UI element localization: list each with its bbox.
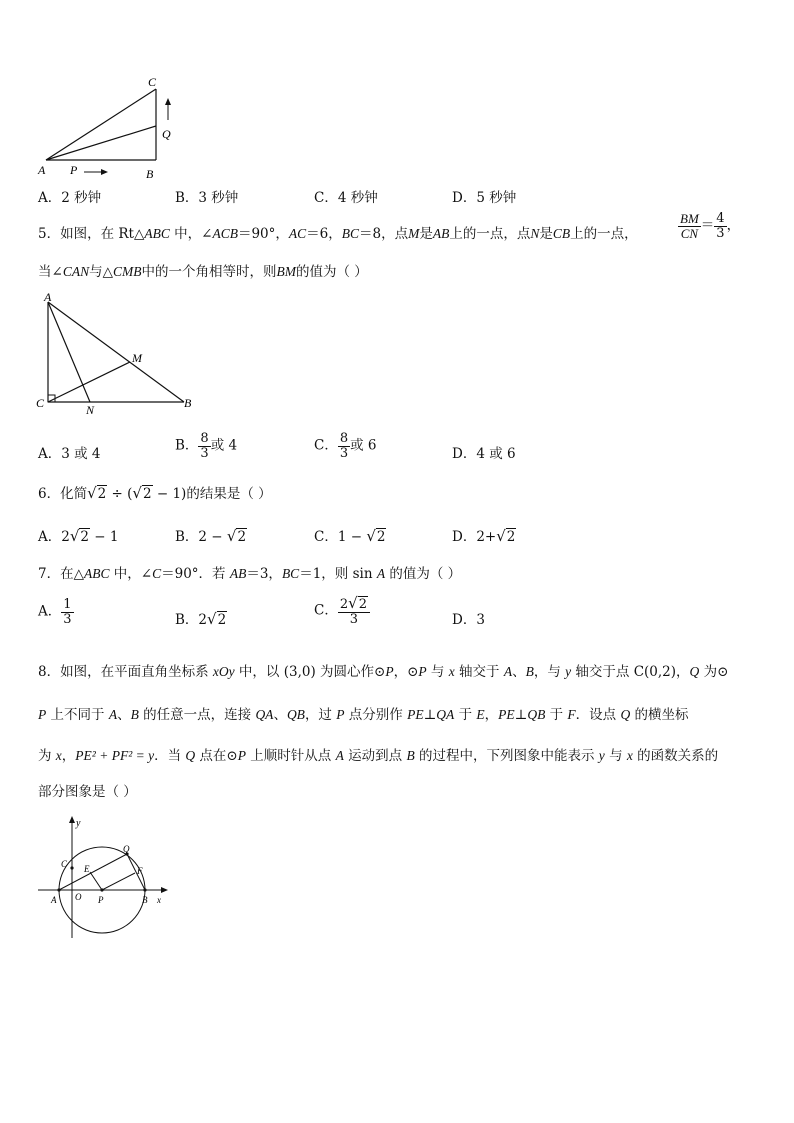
q8-label-Q: Q <box>123 844 130 854</box>
q6-option-c[interactable]: C．1 − √2 <box>314 527 386 545</box>
q5-frac-bm-cn: $\frac{BM}{CN}$ <box>680 211 699 241</box>
q5-label-M: M <box>132 351 142 365</box>
q8-figure <box>34 812 174 942</box>
q4-label-Q: Q <box>162 127 171 141</box>
q4-option-a[interactable]: A．2 秒钟 <box>38 190 102 206</box>
q8-label-C: C <box>61 859 68 869</box>
q5-option-a[interactable]: A．3 或 4 <box>38 446 101 462</box>
q4-figure <box>30 72 190 182</box>
q7-option-d[interactable]: D．3 <box>452 612 485 628</box>
q5-label-B: B <box>184 396 192 410</box>
q5-stem-line2: 当∠CAN与△CMB中的一个角相等时，则BM的值为（ ） <box>38 264 368 280</box>
q5-label-N: N <box>86 403 95 417</box>
q7-stem: 7．在△ABC 中，∠C＝90°．若 AB＝3，BC＝1，则 sin A 的值为（ ） <box>38 566 462 582</box>
q8-stem-line1: 8．如图，在平面直角坐标系 xOy 中，以 (3,0) 为圆心作⊙P，⊙P 与 x 轴交于 A、B，与 y 轴交于点 C(0,2)，Q 为⊙ <box>38 664 729 680</box>
q8-label-E: E <box>84 864 90 874</box>
q5-ratio: $\frac{BM}{CN}$ ＝ $\frac{4}{3}$ ， <box>680 211 741 241</box>
q4-option-c[interactable]: C．4 秒钟 <box>314 190 378 206</box>
q7-option-b[interactable]: B．2√2 <box>175 610 227 628</box>
q7-option-a[interactable]: A． $\frac{1}{3}$ <box>38 597 72 627</box>
q5-label-A: A <box>44 292 52 304</box>
q4-label-A: A <box>38 163 46 177</box>
q5-frac-4-3: $\frac{4}{3}$ <box>716 211 725 241</box>
q4-label-C: C <box>148 75 157 89</box>
q4-option-d[interactable]: D．5 秒钟 <box>452 190 517 206</box>
q8-stem-line4: 部分图象是（ ） <box>38 784 137 800</box>
q8-stem-line3: 为 x，PE² + PF² = y．当 Q 点在⊙P 上顺时针从点 A 运动到点 B 的过程中，下列图象中能表示 y 与 x 的函数关系的 <box>38 748 719 764</box>
q5-option-b[interactable]: B． $\frac{8}{3}$ 或 4 <box>175 431 238 461</box>
q5-stem-line1: 5．如图，在 Rt△ABC 中，∠ACB＝90°，AC＝6，BC＝8，点M是AB上的一点，点N是CB上的一点， <box>38 226 638 242</box>
q5-option-c[interactable]: C． $\frac{8}{3}$ 或 6 <box>314 431 377 461</box>
q6-option-a[interactable]: A．2√2 − 1 <box>38 527 119 545</box>
q6-option-b[interactable]: B．2 − √2 <box>175 527 247 545</box>
q6-stem: 6．化简√2 ÷ (√2 − 1)的结果是（ ） <box>38 484 272 502</box>
q5-label-C: C <box>36 396 45 410</box>
q8-label-O: O <box>75 892 82 902</box>
q8-stem-line2: P 上不同于 A、B 的任意一点，连接 QA、QB，过 P 点分别作 PE⊥QA 于 E，PE⊥QB 于 F．设点 Q 的横坐标 <box>38 707 689 723</box>
q5-figure <box>32 292 202 417</box>
q8-label-y: y <box>76 818 81 829</box>
q5-option-d[interactable]: D．4 或 6 <box>452 446 516 462</box>
q7-option-c[interactable]: C． $\frac{2√2}{3}$ <box>314 596 370 626</box>
q4-label-B: B <box>146 167 154 181</box>
q8-label-x: x <box>157 895 161 905</box>
q4-label-P: P <box>70 163 78 177</box>
q8-label-F: F <box>137 866 143 876</box>
q4-option-b[interactable]: B．3 秒钟 <box>175 190 239 206</box>
q8-label-P: P <box>98 895 104 905</box>
q6-option-d[interactable]: D．2+√2 <box>452 527 516 545</box>
q8-label-B: B <box>142 895 148 905</box>
q8-label-A: A <box>51 895 57 905</box>
